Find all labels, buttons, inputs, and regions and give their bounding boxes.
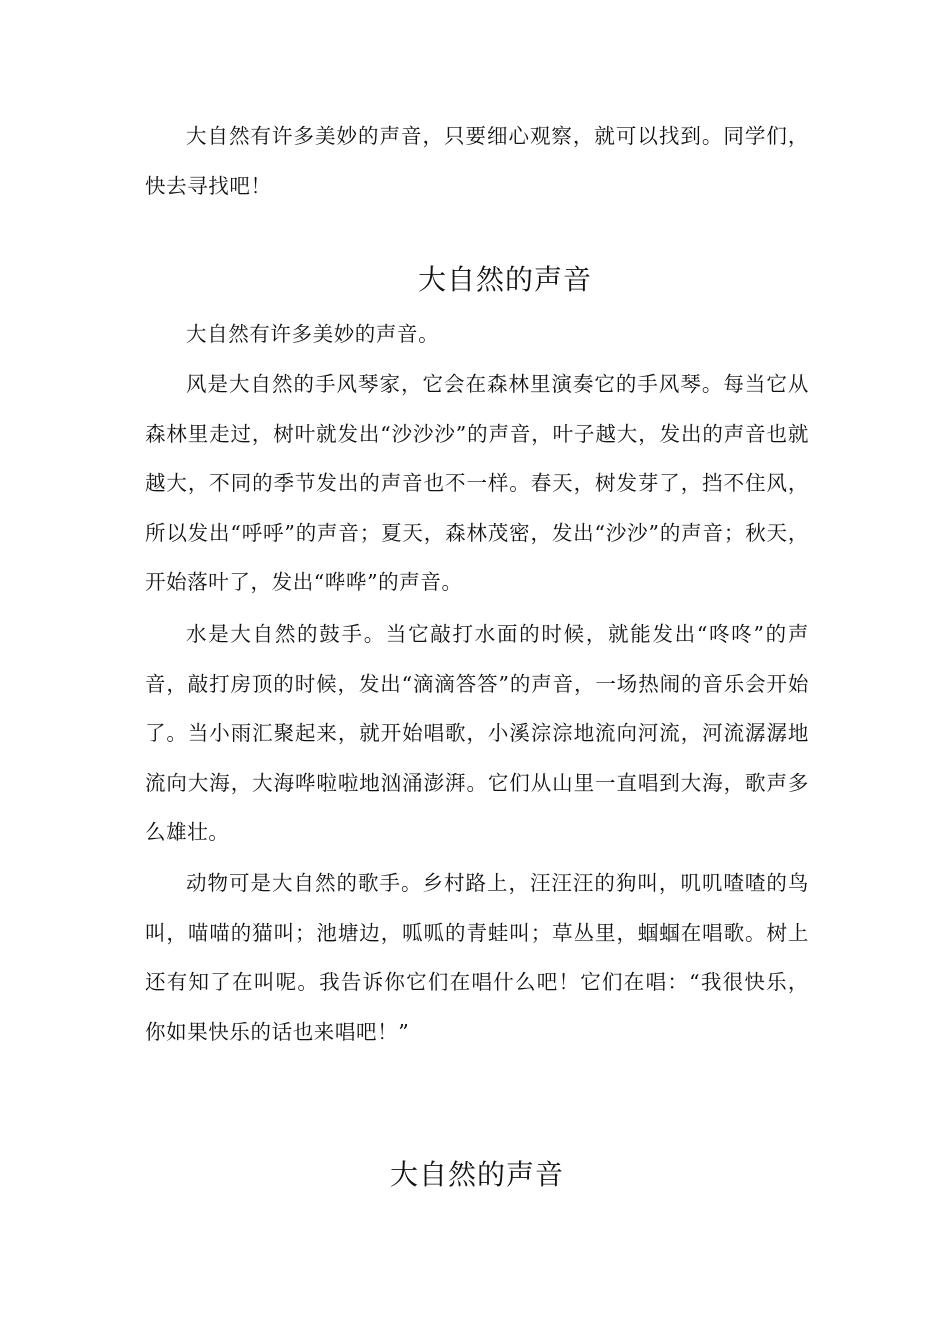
- paragraph-opening: 大自然有许多美妙的声音。: [186, 322, 440, 346]
- section-title-repeat: 大自然的声音: [390, 1158, 565, 1191]
- intro-paragraph: 大自然有许多美妙的声音，只要细心观察，就可以找到。同学们，快去寻找吧！: [145, 124, 809, 198]
- paragraph-animals: 动物可是大自然的歌手。乡村路上，汪汪汪的狗叫，叽叽喳喳的鸟叫，喵喵的猫叫；池塘边，呱呱的青蛙叫；草丛里，蝈蝈在唱歌。树上还有知了在叫呢。我告诉你它们在唱什么吧！它们在唱：“我很快乐，你如果快乐的话也来唱吧！”: [145, 871, 809, 1044]
- paragraph-wind: 风是大自然的手风琴家，它会在森林里演奏它的手风琴。每当它从森林里走过，树叶就发出“沙沙沙”的声音，叶子越大，发出的声音也就越大，不同的季节发出的声音也不一样。春天，树发芽了，挡不住风，所以发出“呼呼”的声音；夏天，森林茂密，发出“沙沙”的声音；秋天，开始落叶了，发出“哗哗”的声音。: [145, 372, 809, 594]
- section-title: 大自然的声音: [418, 263, 593, 296]
- paragraph-water: 水是大自然的鼓手。当它敲打水面的时候，就能发出“咚咚”的声音，敲打房顶的时候，发出“滴滴答答”的声音，一场热闹的音乐会开始了。当小雨汇聚起来，就开始唱歌，小溪淙淙地流向河流，河流潺潺地流向大海，大海哗啦啦地汹涌澎湃。它们从山里一直唱到大海，歌声多么雄壮。: [145, 622, 809, 844]
